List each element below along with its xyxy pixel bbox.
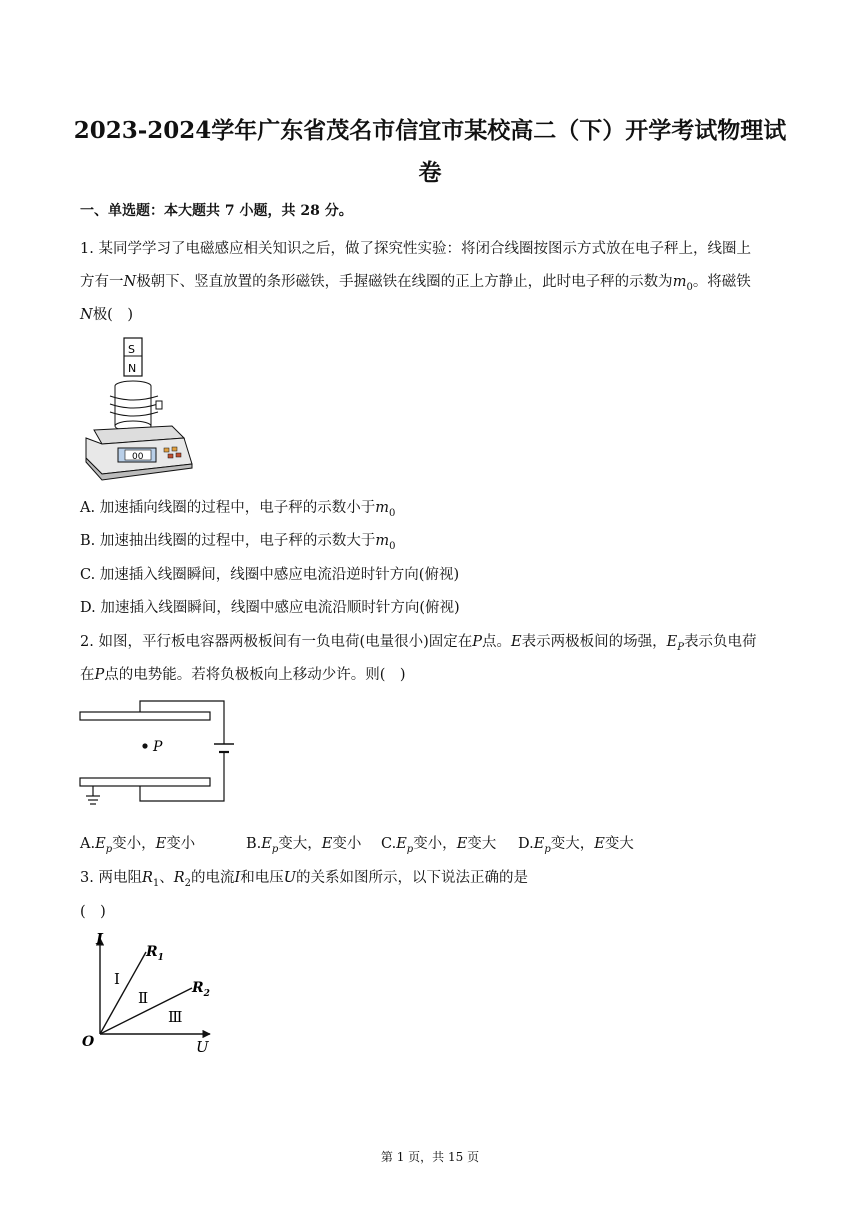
q1-scale-figure [80,334,200,484]
section-heading: 一、单选题：本大题共 7 小题，共 28 分。 [80,203,353,219]
exam-title-line2: 卷 [418,159,442,186]
r1-label: $R_1$ [146,944,164,963]
origin-label: O [82,1034,95,1050]
q2-options [80,832,634,855]
exam-title-line1: 2023-2024学年广东省茂名市信宜市某校高二（下）开学考试物理试 [73,117,787,144]
q2-line1: 2. 如图，平行板电容器两极板间有一负电荷(电量很小)固定在P点。E表示两极板间的场强，$E_P$表示负电荷 [80,634,757,653]
q2-option-d[interactable]: $D.E_p$变大，E变大 [518,836,634,855]
q1-line1: 1. 某同学学习了电磁感应相关知识之后，做了探究性实验：将闭合线圈按图示方式放在电子秤上，线圈上 [80,241,751,257]
q1-option-a[interactable]: A. 加速插向线圈的过程中，电子秤的示数小于$m_0$ [80,500,396,519]
r2-label: $R_2$ [192,980,210,999]
region-1-label: Ⅰ [114,970,120,988]
q1-line3: N极( ) [80,307,134,323]
q2-option-a[interactable]: $A.E_p$变小，E变小 [80,836,196,855]
u-axis-label: U [196,1038,209,1056]
region-2-label: Ⅱ [138,989,149,1007]
i-axis-label: I [96,930,104,948]
q2-option-b[interactable]: $B.E_p$变大，E变小 [246,836,362,855]
point-p-label: P [153,739,163,755]
q1-line2: 方有一N极朝下、竖直放置的条形磁铁，手握磁铁在线圈的正上方静止，此时电子秤的示数为$m_0$。将磁铁 [80,274,751,293]
magnet-s-label: S [128,343,135,356]
region-3-label: Ⅲ [168,1008,183,1026]
q1-option-d[interactable]: D. 加速插入线圈瞬间，线圈中感应电流沿顺时针方向(俯视) [80,600,460,616]
magnet-n-label: N [128,362,137,375]
point-p [142,743,147,748]
q2-line2: 在P点的电势能。若将负极板向上移动少许。则( ) [80,667,406,683]
top-plate [80,712,210,720]
q1-option-c[interactable]: C. 加速插入线圈瞬间，线圈中感应电流沿逆时针方向(俯视) [80,567,460,583]
q2-option-c[interactable]: $C.E_p$变小，E变大 [381,836,497,855]
q1-option-b[interactable]: B. 加速抽出线圈的过程中，电子秤的示数大于$m_0$ [80,533,396,552]
q3-line1: 3. 两电阻$R_1$、$R_2$的电流I和电压U的关系如图所示，以下说法正确的是 [80,870,529,889]
page-footer: 第 1 页，共 15 页 [380,1150,480,1164]
scale-display-value: 00 [132,452,144,462]
q2-capacitor-figure [78,698,248,810]
q3-line2: ( ) [80,904,106,920]
q3-iu-graph [78,930,218,1056]
bottom-plate [80,778,210,786]
